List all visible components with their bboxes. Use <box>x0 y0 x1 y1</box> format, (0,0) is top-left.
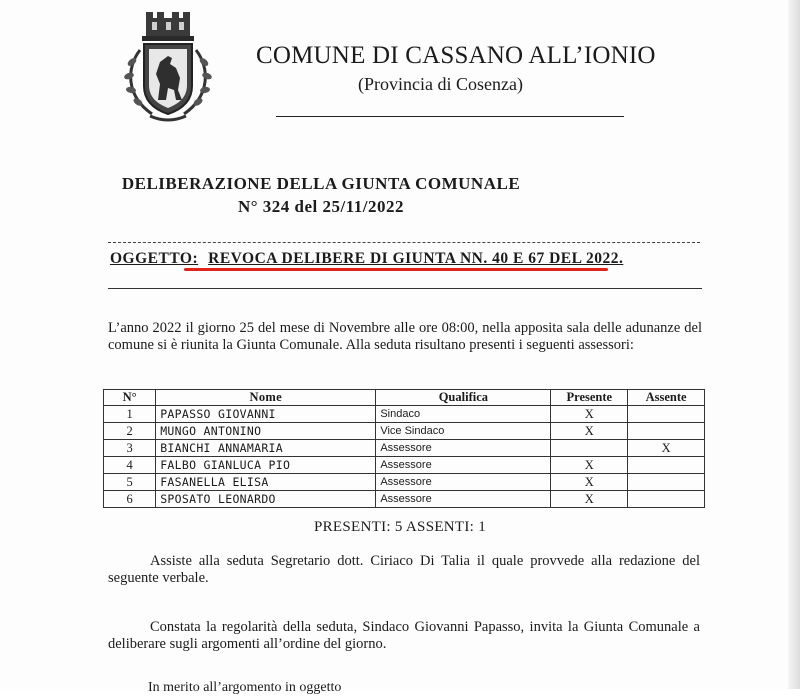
table-row <box>104 457 705 474</box>
row-present: X <box>551 406 628 423</box>
row-number: 6 <box>104 491 156 508</box>
row-number: 1 <box>104 406 156 423</box>
table-row <box>104 440 705 457</box>
mayor-paragraph: Constata la regolarità della seduta, Sindaco Giovanni Papasso, invita la Giunta Comunale a deliberare sugli argomenti all’ordine del giorno. <box>108 619 700 652</box>
secretary-paragraph: Assiste alla seduta Segretario dott. Ciriaco Di Talia il quale provvede alla redazione del seguente verbale. <box>108 553 700 586</box>
row-absent <box>628 491 705 508</box>
row-role: Assessore <box>376 440 551 457</box>
attendance-table <box>103 389 705 508</box>
dashed-divider-top <box>108 242 700 243</box>
row-name: BIANCHI ANNAMARIA <box>156 440 376 457</box>
header-name: Nome <box>156 390 376 406</box>
table-row <box>104 491 705 508</box>
row-name: FASANELLA ELISA <box>156 474 376 491</box>
header-divider <box>276 116 624 117</box>
row-role: Assessore <box>376 491 551 508</box>
page-edge <box>788 0 800 689</box>
province-name: (Provincia di Cosenza) <box>358 74 523 94</box>
row-name: PAPASSO GIOVANNI <box>156 406 376 423</box>
row-number: 5 <box>104 474 156 491</box>
header-absent: Assente <box>628 390 705 406</box>
row-present: X <box>551 457 628 474</box>
intro-paragraph: L’anno 2022 il giorno 25 del mese di Novembre alle ore 08:00, nella apposita sala delle adunanze del comune si è riunita la Giunta Comunale. Alla seduta risultano presenti i seguenti assessori: <box>108 320 702 353</box>
row-absent <box>628 406 705 423</box>
header-number: N° <box>104 390 156 406</box>
row-present: X <box>551 491 628 508</box>
row-role: Assessore <box>376 474 551 491</box>
table-header-row <box>104 390 705 406</box>
row-role: Assessore <box>376 457 551 474</box>
header-present: Presente <box>551 390 628 406</box>
row-role: Sindaco <box>376 406 551 423</box>
attendance-summary: PRESENTI: 5 ASSENTI: 1 <box>313 519 487 535</box>
row-absent: X <box>628 440 705 457</box>
document-title: DELIBERAZIONE DELLA GIUNTA COMUNALE <box>121 174 521 193</box>
row-name: SPOSATO LEONARDO <box>156 491 376 508</box>
header-role: Qualifica <box>376 390 551 406</box>
row-absent <box>628 457 705 474</box>
table-row <box>104 406 705 423</box>
row-number: 2 <box>104 423 156 440</box>
municipal-crest-icon <box>122 10 214 128</box>
row-name: FALBO GIANLUCA PIO <box>156 457 376 474</box>
table-row <box>104 423 705 440</box>
subject-text: REVOCA DELIBERE DI GIUNTA NN. 40 E 67 DEL 2022. <box>208 250 624 267</box>
table-row <box>104 474 705 491</box>
row-number: 3 <box>104 440 156 457</box>
row-name: MUNGO ANTONINO <box>156 423 376 440</box>
document-number: N° 324 del 25/11/2022 <box>237 197 405 216</box>
row-role: Vice Sindaco <box>376 423 551 440</box>
row-number: 4 <box>104 457 156 474</box>
subject-divider <box>108 288 702 289</box>
row-absent <box>628 423 705 440</box>
subject-line <box>110 250 623 268</box>
row-present: X <box>551 423 628 440</box>
organization-name: COMUNE DI CASSANO ALL’IONIO <box>256 42 656 69</box>
row-present <box>551 440 628 457</box>
truncated-line: In merito all’argomento in oggetto <box>148 680 342 695</box>
row-present: X <box>551 474 628 491</box>
row-absent <box>628 474 705 491</box>
red-highlight-underline <box>184 268 608 271</box>
subject-label: OGGETTO: <box>110 250 199 267</box>
